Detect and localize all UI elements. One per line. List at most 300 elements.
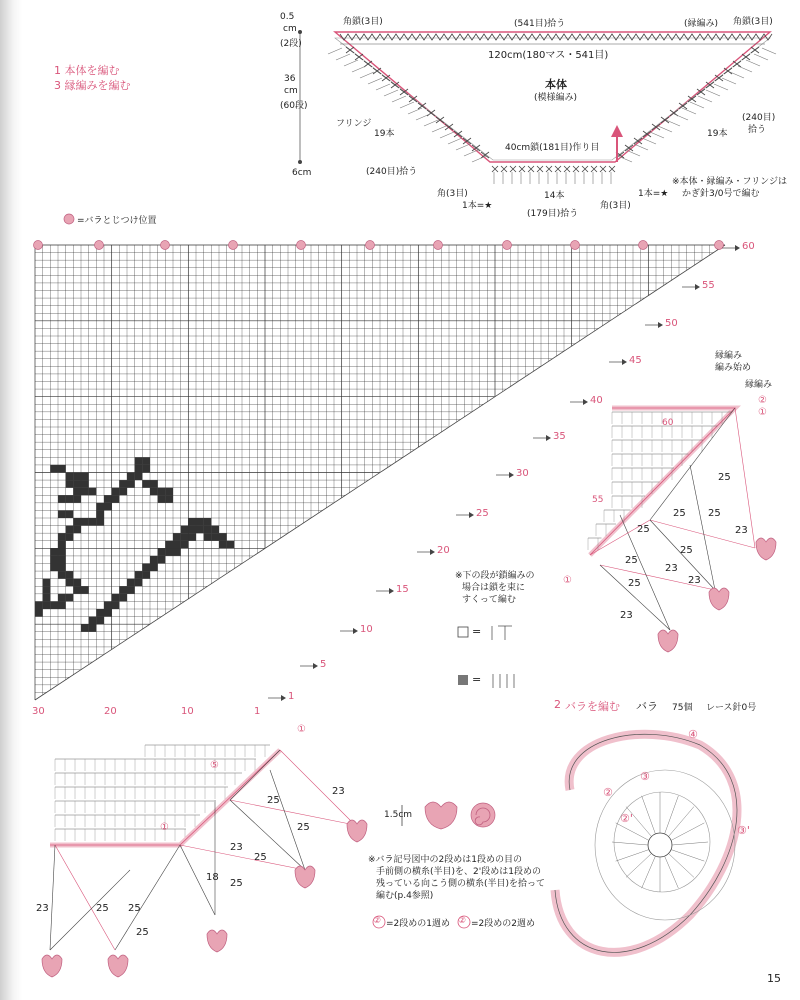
corner-br: 角(3目)	[600, 201, 631, 211]
motif-cell-83	[104, 601, 112, 609]
dim-row-2: (2段)	[280, 39, 302, 49]
motif-cell-54	[196, 526, 204, 534]
motif-cell-100	[50, 465, 58, 473]
motif-cell-24	[73, 518, 81, 526]
lower-row-1: ①	[160, 822, 169, 833]
edging-left-0	[346, 47, 354, 53]
row-arrowhead-5	[469, 512, 474, 518]
edging-right-3	[724, 68, 732, 74]
motif-cell-95	[81, 488, 89, 496]
body-title: 本体	[545, 78, 567, 91]
lower-n18: 18	[206, 872, 219, 883]
edge-num-25e: 25	[680, 545, 693, 556]
fringe-left-7	[384, 90, 398, 96]
lower-n25e: 25	[96, 903, 109, 914]
fringe-left-15	[448, 138, 462, 144]
motif-cell-21	[58, 510, 66, 518]
edging-bottom-11	[591, 166, 597, 172]
fringe-left-8	[392, 96, 406, 102]
fringe-left-10	[408, 108, 422, 114]
row-arrowhead-10	[658, 322, 663, 328]
motif-cell-28	[66, 526, 74, 534]
fringe-left-18	[472, 156, 486, 162]
col-label-10: 10	[181, 706, 194, 717]
motif-cell-53	[188, 526, 196, 534]
motif-cell-76	[142, 571, 150, 579]
rose-note-1: ※バラ記号図中の2段めは1段めの目の	[368, 855, 522, 865]
motif-cell-4	[127, 473, 135, 481]
width-top: 120cm(180マス・541目)	[488, 50, 609, 61]
motif-cell-94	[73, 488, 81, 496]
row-arrowhead-2	[353, 628, 358, 634]
rose-step-num: 2	[554, 698, 561, 711]
fringe-label: フリンジ	[336, 119, 372, 129]
rose-petal-3	[347, 820, 367, 842]
motif-cell-75	[135, 571, 143, 579]
motif-cell-55	[204, 526, 212, 534]
row-label-30: 30	[516, 468, 529, 479]
fringe-right-6	[714, 84, 728, 90]
edge-name: 縁編み	[745, 380, 773, 390]
motif-cell-1	[142, 457, 150, 465]
motif-cell-47	[50, 601, 58, 609]
fringe-right-0	[762, 48, 776, 54]
rose-petal-7	[42, 955, 62, 977]
fringe-right-4	[730, 72, 744, 78]
motif-cell-85	[96, 609, 104, 617]
edging-right-8	[679, 103, 687, 109]
edging-right-10	[661, 117, 669, 123]
lower-n25g: 25	[136, 927, 149, 938]
fringe-left-17	[464, 150, 478, 156]
motif-cell-26	[89, 518, 97, 526]
motif-cell-46	[66, 594, 74, 602]
row-label-5: 5	[320, 659, 327, 670]
motif-cell-45	[58, 594, 66, 602]
legend-b: =2段めの2週め	[471, 919, 535, 929]
row-arrowhead-3	[389, 588, 394, 594]
edge-num-23d: 23	[620, 610, 633, 621]
fringe-left-2	[344, 60, 358, 66]
motif-cell-56	[211, 526, 219, 534]
fringe-left-1	[336, 54, 350, 60]
motif-cell-2	[135, 465, 143, 473]
rose-spoke-9	[616, 823, 649, 841]
lower-n23c: 23	[36, 903, 49, 914]
symbol-eq-2: =	[472, 673, 482, 686]
motif-cell-34	[58, 548, 66, 556]
rose-round-3: ③	[640, 770, 650, 783]
count-19-right: 19本	[707, 129, 728, 139]
row-label-35: 35	[553, 431, 566, 442]
motif-cell-43	[73, 586, 81, 594]
legend-rose: =バラとじつけ位置	[77, 216, 157, 226]
motif-cell-11	[119, 488, 127, 496]
motif-cell-102	[66, 473, 74, 481]
motif-cell-61	[211, 533, 219, 541]
fringe-left-14	[440, 132, 454, 138]
fringe-right-16	[634, 144, 648, 150]
chain-start: 40cm鎖(181目)作り目	[505, 143, 600, 153]
edging-right-11	[652, 124, 660, 130]
dim-36: 36	[284, 74, 296, 84]
edge-row-1-left: ①	[563, 575, 572, 586]
lower-n23a: 23	[332, 786, 345, 797]
fringe-right-7	[706, 90, 720, 96]
rose-spoke-1	[671, 850, 704, 862]
edge-num-25d: 25	[637, 524, 650, 535]
edging-right-2	[733, 61, 741, 67]
motif-cell-110	[35, 609, 43, 617]
motif-cell-67	[227, 541, 235, 549]
edge-finish-1: 縁編み	[715, 351, 743, 361]
rose-spoke-8	[612, 842, 648, 845]
edge-detail-lower	[50, 745, 355, 950]
dim-cm-36: cm	[284, 86, 298, 96]
motif-cell-23	[96, 510, 104, 518]
legend-b-mark: ②	[458, 916, 467, 926]
motif-cell-6	[119, 480, 127, 488]
col-label-30: 30	[32, 706, 45, 717]
fringe-right-8	[698, 96, 712, 102]
motif-cell-48	[58, 601, 66, 609]
row-arrowhead-12	[735, 245, 740, 251]
edge-num-25f: 25	[625, 555, 638, 566]
motif-cell-44	[81, 586, 89, 594]
motif-cell-50	[196, 518, 204, 526]
motif-cell-86	[104, 609, 112, 617]
chain-note-3: すくって編む	[462, 595, 516, 605]
motif-cell-93	[81, 480, 89, 488]
motif-cell-0	[135, 457, 143, 465]
chain-note-1: ※下の段が鎖編みの	[455, 571, 535, 581]
rose-petal-6	[108, 955, 128, 977]
lower-n23b: 23	[230, 842, 243, 853]
lower-n25a: 25	[267, 795, 280, 806]
edging-bottom-0	[492, 166, 498, 172]
fringe-left-9	[400, 102, 414, 108]
motif-cell-17	[158, 495, 166, 503]
rose-name: バラ	[636, 700, 658, 713]
rose-round-2: ②	[603, 786, 613, 799]
row-arrowhead-0	[281, 695, 286, 701]
rose-dot-0	[34, 241, 43, 250]
edging-right-12	[643, 131, 651, 137]
edging-left-1	[355, 54, 363, 60]
row-label-60: 60	[742, 241, 755, 252]
row-label-15: 15	[396, 584, 409, 595]
note-2: かぎ針3/0号で編む	[682, 189, 760, 199]
fringe-right-12	[666, 120, 680, 126]
row-label-50: 50	[665, 318, 678, 329]
rose-qty: 75個	[672, 703, 693, 713]
rose-note-2: 手前側の横糸(半目)を、2'段めは1段めの	[376, 867, 541, 877]
edging-bottom-9	[573, 166, 579, 172]
motif-cell-66	[219, 541, 227, 549]
motif-cell-91	[66, 480, 74, 488]
fringe-right-11	[674, 114, 688, 120]
motif-cell-7	[127, 480, 135, 488]
motif-cell-81	[112, 594, 120, 602]
motif-cell-12	[150, 488, 158, 496]
page-number: 15	[767, 972, 781, 985]
motif-cell-65	[181, 541, 189, 549]
fringe-right-3	[738, 66, 752, 72]
motif-cell-92	[73, 480, 81, 488]
edging-left-9	[427, 110, 435, 116]
row-arrowhead-8	[583, 399, 588, 405]
col-label-1: 1	[254, 706, 261, 717]
fringe-right-13	[658, 126, 672, 132]
pickup-240-left: (240目)拾う	[366, 167, 418, 177]
rose-spoke-13	[665, 796, 679, 834]
row-arrowhead-6	[509, 472, 514, 478]
fringe-left-0	[328, 48, 342, 54]
rose-note-4: 編む(p.4参照)	[376, 891, 434, 901]
rose-round-2p: ②'	[620, 812, 633, 825]
motif-cell-82	[119, 594, 127, 602]
rose-spoke-0	[672, 842, 708, 845]
motif-cell-51	[204, 518, 212, 526]
motif-cell-89	[81, 624, 89, 632]
row-label-45: 45	[629, 355, 642, 366]
row-label-10: 10	[360, 624, 373, 635]
legend-a: =2段めの1週め	[386, 919, 450, 929]
rose-petal-1	[709, 588, 729, 610]
motif-cell-74	[150, 564, 158, 572]
motif-cell-106	[43, 586, 51, 594]
motif-cell-14	[165, 488, 173, 496]
motif-cell-57	[173, 533, 181, 541]
edge-num-25b: 25	[673, 508, 686, 519]
fringe-left-13	[432, 126, 446, 132]
step-1: 1 本体を編む	[54, 64, 120, 77]
motif-cell-103	[73, 473, 81, 481]
body-sub: (模様編み)	[534, 93, 578, 103]
motif-cell-72	[158, 556, 166, 564]
rose-note-3: 残っている向こう側の横糸(半目)を拾って	[376, 879, 546, 889]
rose-spoke-7	[616, 850, 649, 862]
edging-top	[340, 34, 772, 40]
edge-row-1: ①	[758, 407, 767, 418]
edge-num-25c: 25	[708, 508, 721, 519]
corner-bl: 角(3目)	[437, 189, 468, 199]
rose-dot-9	[639, 241, 648, 250]
motif-cell-96	[89, 488, 97, 496]
motif-cell-88	[96, 617, 104, 625]
edging-bottom-6	[546, 166, 552, 172]
motif-cell-59	[188, 533, 196, 541]
motif-cell-35	[50, 556, 58, 564]
star-right: 1本=★	[638, 189, 669, 199]
motif-cell-108	[35, 601, 43, 609]
row-arrowhead-9	[622, 359, 627, 365]
pickup-179: (179目)拾う	[527, 209, 579, 219]
chain-note-2: 場合は鎖を束に	[462, 583, 526, 593]
count-14: 14本	[544, 191, 565, 201]
edging-bottom-2	[510, 166, 516, 172]
motif-cell-80	[127, 586, 135, 594]
motif-cell-107	[43, 594, 51, 602]
edging-bottom-10	[582, 166, 588, 172]
edge-finish-2: 編み始め	[715, 363, 752, 373]
motif-cell-27	[96, 518, 104, 526]
motif-cell-58	[181, 533, 189, 541]
motif-cell-30	[58, 533, 66, 541]
motif-cell-90	[89, 624, 97, 632]
motif-cell-31	[66, 533, 74, 541]
edging-bottom-5	[537, 166, 543, 172]
dim-05: 0.5	[280, 12, 295, 22]
row-arrowhead-1	[313, 663, 318, 669]
edge-row-60: 60	[662, 418, 674, 428]
motif-cell-41	[66, 579, 74, 587]
rose-spoke-15	[671, 823, 704, 841]
fringe-left-6	[376, 84, 390, 90]
lower-n25f: 25	[128, 903, 141, 914]
edge-detail-right	[588, 408, 755, 630]
rose-dot-1	[95, 241, 104, 250]
motif-cell-20	[104, 503, 112, 511]
motif-cell-29	[73, 526, 81, 534]
rose-dot-7	[503, 241, 512, 250]
lower-n25d: 25	[230, 878, 243, 889]
motif-cell-15	[104, 495, 112, 503]
legend-a-mark: ②	[373, 916, 382, 926]
motif-cell-52	[181, 526, 189, 534]
motif-cell-104	[81, 473, 89, 481]
row-label-1: 1	[288, 691, 295, 702]
motif-cell-69	[165, 548, 173, 556]
rose-dot-8	[571, 241, 580, 250]
rose-petal-5	[207, 930, 227, 952]
fringe-right-1	[754, 54, 768, 60]
motif-cell-62	[219, 533, 227, 541]
fringe-right-15	[642, 138, 656, 144]
fringe-right-9	[690, 102, 704, 108]
col-label-20: 20	[104, 706, 117, 717]
motif-cell-13	[158, 488, 166, 496]
motif-cell-5	[135, 473, 143, 481]
motif-cell-9	[150, 480, 158, 488]
motif-cell-3	[142, 465, 150, 473]
edging-bottom-3	[519, 166, 525, 172]
motif-cell-16	[112, 495, 120, 503]
edge-row-55: 55	[592, 495, 604, 505]
fringe-left-11	[416, 114, 430, 120]
rose-hook: レース針0号	[706, 703, 757, 713]
star-left: 1本=★	[462, 201, 493, 211]
edge-row-2: ②	[758, 395, 767, 406]
fringe-left-16	[456, 144, 470, 150]
rose-chart	[555, 734, 737, 952]
motif-cell-99	[73, 495, 81, 503]
rose-spoke-11	[642, 796, 656, 834]
motif-cell-49	[188, 518, 196, 526]
rose-dot-4	[297, 241, 306, 250]
edge-num-23b: 23	[735, 525, 748, 536]
edge-num-25g: 25	[628, 578, 641, 589]
edge-top: (縁編み)	[684, 19, 719, 29]
motif-cell-97	[58, 495, 66, 503]
fringe-right-18	[618, 156, 632, 162]
motif-cell-71	[150, 556, 158, 564]
row-label-55: 55	[702, 280, 715, 291]
motif-cell-84	[112, 601, 120, 609]
rose-petal-0	[756, 538, 776, 560]
motif-cell-10	[112, 488, 120, 496]
lower-n25c: 25	[254, 852, 267, 863]
edging-bottom-8	[564, 166, 570, 172]
fringe-right-14	[650, 132, 664, 138]
motif-cell-105	[43, 579, 51, 587]
edge-num-23a: 23	[665, 563, 678, 574]
motif-cell-60	[204, 533, 212, 541]
row-label-25: 25	[476, 508, 489, 519]
edging-bottom-4	[528, 166, 534, 172]
motif-cell-109	[43, 601, 51, 609]
edging-bottom-1	[501, 166, 507, 172]
row-arrowhead-7	[546, 435, 551, 441]
motif-cell-77	[127, 579, 135, 587]
motif-cell-79	[119, 586, 127, 594]
motif-cell-87	[89, 617, 97, 625]
rose-dot-3	[229, 241, 238, 250]
step-3: 3 縁編みを編む	[54, 79, 131, 92]
motif-cell-25	[81, 518, 89, 526]
motif-cell-98	[66, 495, 74, 503]
motif-cell-37	[50, 564, 58, 572]
fringe-right-5	[722, 78, 736, 84]
motif-cell-63	[165, 541, 173, 549]
note-1: ※本体・縁編み・フリンジは	[672, 177, 787, 187]
edge-num-25a: 25	[718, 472, 731, 483]
rose-dot-6	[434, 241, 443, 250]
row-label-40: 40	[590, 395, 603, 406]
edging-bottom-12	[600, 166, 606, 172]
edge-num-23c: 23	[688, 575, 701, 586]
motif-cell-64	[173, 541, 181, 549]
motif-cell-38	[58, 564, 66, 572]
motif-cell-73	[142, 564, 150, 572]
edging-right-1	[742, 54, 750, 60]
corner-tr: 角鎖(3目)	[733, 17, 773, 27]
row-arrowhead-11	[695, 284, 700, 290]
edging-bottom-13	[609, 166, 615, 172]
rose-spoke-14	[668, 807, 693, 837]
rose-round-4: ④	[688, 728, 698, 741]
pickup-240-right-2: 拾う	[748, 125, 767, 135]
rose-size: 1.5cm	[384, 810, 413, 820]
motif-cell-22	[66, 510, 74, 518]
edging-bottom-7	[555, 166, 561, 172]
edging-left-3	[373, 68, 381, 74]
lower-row-1-top: ①	[297, 724, 306, 735]
rose-step-title: バラを編む	[565, 700, 620, 713]
rose-petal-2	[658, 630, 678, 652]
motif-cell-40	[66, 571, 74, 579]
pickup-240-right: (240目)	[742, 113, 776, 123]
fringe-left-5	[368, 78, 382, 84]
fringe-right-2	[746, 60, 760, 66]
dim-row-60: (60段)	[280, 101, 308, 111]
motif-cell-39	[58, 571, 66, 579]
motif-cell-8	[142, 480, 150, 488]
edging-left-10	[436, 117, 444, 123]
dim-6: 6cm	[292, 168, 312, 178]
fringe-left-3	[352, 66, 366, 72]
motif-cell-68	[158, 548, 166, 556]
